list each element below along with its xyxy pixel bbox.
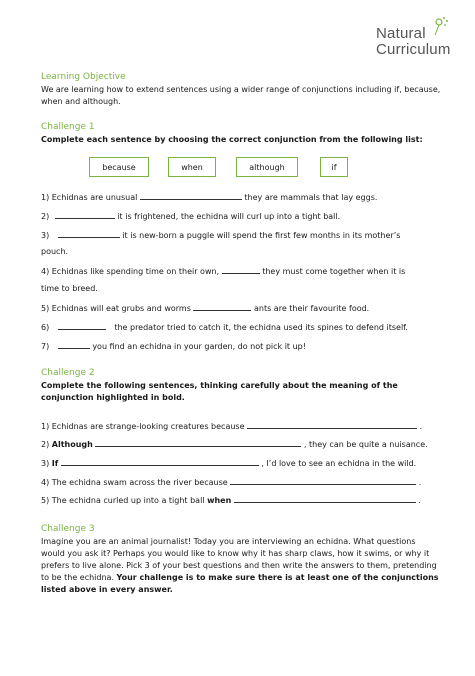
text: 3) <box>41 459 50 468</box>
conjunction-bold: when <box>207 496 232 505</box>
text: 2) <box>41 212 50 221</box>
c1-sentence-1 <box>41 191 377 203</box>
objective-title: Learning Objective <box>41 72 126 82</box>
word-label: because <box>102 162 136 172</box>
text: it is new-born a puggle will spend the first few months in its mother’s <box>122 231 401 240</box>
conjunction-bold: If <box>51 459 59 468</box>
answer-blank[interactable] <box>55 210 115 219</box>
answer-blank[interactable] <box>58 340 90 349</box>
word-box-although <box>236 157 298 177</box>
text: 2) <box>41 440 50 449</box>
text: 6) <box>41 323 50 332</box>
answer-blank[interactable] <box>58 229 120 238</box>
challenge-3-bold: Your challenge is to make sure there is at least one of the conjunctions listed above in every answer. <box>41 573 439 594</box>
c2-sentence-1 <box>41 420 422 432</box>
dandelion-icon <box>428 16 450 36</box>
word-box-when <box>168 157 216 177</box>
text: 5) The echidna curled up into a tight ball <box>41 496 205 505</box>
challenge-3-body: Imagine you are an animal journalist! Today you are interviewing an echidna. What questions would you ask it? Perhaps you would like to know why it has sharp claws, how it swims, or why it prefers to live alone. Pick 3 of your best questions and then write the answers to them, pretending to be the echidna. <box>41 537 437 582</box>
c1-sentence-4 <box>41 265 405 277</box>
c2-sentence-5 <box>41 494 421 506</box>
c1-sentence-3-cont: pouch. <box>41 247 69 256</box>
challenge-1-title: Challenge 1 <box>41 122 95 132</box>
text: 4) Echidnas like spending time on their own, <box>41 267 220 276</box>
challenge-3-text <box>41 536 441 596</box>
text: . <box>418 478 422 487</box>
text: , they can be quite a nuisance. <box>303 440 428 449</box>
challenge-2-title: Challenge 2 <box>41 368 95 378</box>
text: 1) Echidnas are unusual <box>41 193 138 202</box>
logo-line-2: Curriculum <box>376 41 451 58</box>
c1-sentence-2 <box>41 210 340 222</box>
logo-line-1: Natural <box>376 25 426 42</box>
natural-curriculum-logo <box>376 18 466 64</box>
c2-sentence-4 <box>41 476 421 488</box>
c1-sentence-4-cont: time to breed. <box>41 284 98 293</box>
word-box-if <box>320 157 348 177</box>
answer-blank[interactable] <box>140 191 242 200</box>
word-label: if <box>331 162 337 172</box>
c2-sentence-2 <box>41 438 428 450</box>
text: they are mammals that lay eggs. <box>244 193 378 202</box>
answer-blank[interactable] <box>58 321 106 330</box>
c1-sentence-6 <box>41 321 408 333</box>
objective-text: We are learning how to extend sentences using a wider range of conjunctions including if, because, when and although. <box>41 85 441 106</box>
c1-sentence-5 <box>41 302 369 314</box>
text: . <box>419 422 423 431</box>
text: ants are their favourite food. <box>253 304 370 313</box>
text: 1) Echidnas are strange-looking creatures because <box>41 422 245 431</box>
challenge-2-instruction: Complete the following sentences, thinking carefully about the meaning of the conjunction highlighted in bold. <box>41 381 398 402</box>
text: 5) Echidnas will eat grubs and worms <box>41 304 191 313</box>
word-box-because <box>89 157 149 177</box>
text: they must come together when it is <box>262 267 406 276</box>
challenge-1-instruction: Complete each sentence by choosing the correct conjunction from the following list: <box>41 135 423 144</box>
answer-blank[interactable] <box>193 302 251 311</box>
text: . <box>418 496 421 505</box>
answer-blank[interactable] <box>95 438 301 447</box>
answer-blank[interactable] <box>61 457 259 466</box>
answer-blank[interactable] <box>247 420 417 429</box>
c2-sentence-3 <box>41 457 416 469</box>
text: you find an echidna in your garden, do not pick it up! <box>92 342 306 351</box>
text: 7) <box>41 342 50 351</box>
text: 3) <box>41 231 50 240</box>
answer-blank[interactable] <box>230 476 416 485</box>
text: 4) The echidna swam across the river because <box>41 478 228 487</box>
c1-sentence-7 <box>41 340 306 352</box>
word-label: although <box>249 162 285 172</box>
challenge-3-title: Challenge 3 <box>41 524 95 534</box>
answer-blank[interactable] <box>222 265 260 274</box>
c1-sentence-3 <box>41 229 400 241</box>
answer-blank[interactable] <box>234 494 416 503</box>
text: , I’d love to see an echidna in the wild. <box>261 459 417 468</box>
text: the predator tried to catch it, the echidna used its spines to defend itself. <box>114 323 408 332</box>
conjunction-bold: Although <box>51 440 93 449</box>
text: it is frightened, the echidna will curl up into a tight ball. <box>117 212 341 221</box>
word-label: when <box>181 162 203 172</box>
